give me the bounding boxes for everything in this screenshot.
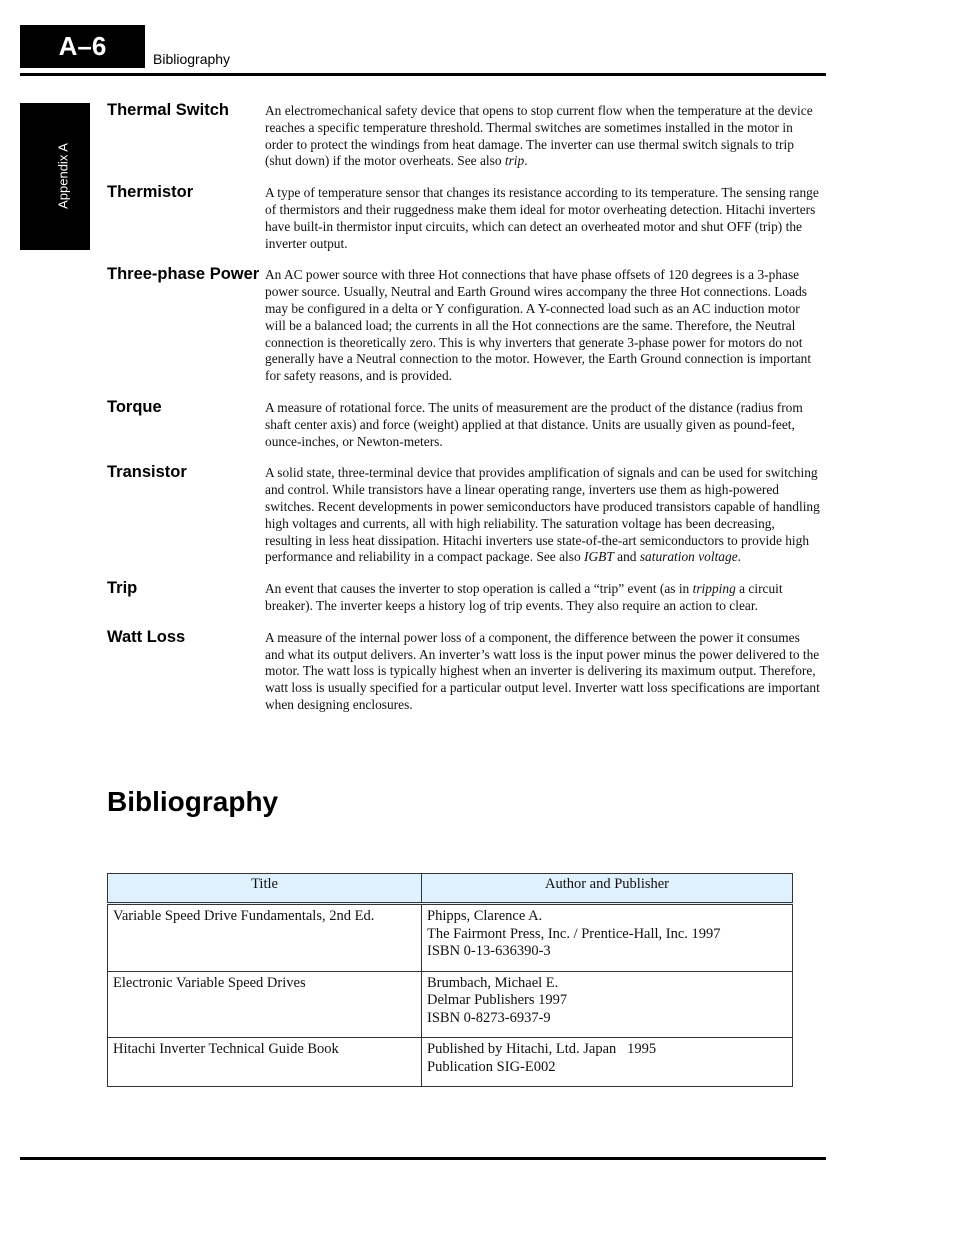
glossary-definition	[265, 398, 822, 450]
definition-italic-text: IGBT	[584, 549, 614, 565]
page-number-tab	[20, 25, 145, 68]
page-number: A–6	[58, 31, 107, 61]
author-publisher-line: The Fairmont Press, Inc. / Prentice-Hall, Inc. 1997	[427, 925, 721, 942]
definition-text: and	[613, 549, 640, 565]
definition-italic-text: saturation voltage	[639, 549, 738, 565]
glossary-entry	[107, 579, 822, 615]
author-publisher-line: ISBN 0-13-636390-3	[427, 943, 551, 959]
definition-text: An electromechanical safety device that opens to stop current flow when the temperature at the device reaches a specific temperature threshold. Thermal switches are sometimes installed in the motor in order to protect the windings from heat damage. The inverter can use thermal switch signals to trip (shut down) if the motor overheats. See also	[265, 103, 813, 169]
bibliography-table-body	[108, 904, 793, 1087]
glossary-entry	[107, 398, 822, 450]
glossary-term: Trip	[107, 579, 138, 598]
column-header-author: Author and Publisher	[422, 874, 793, 904]
book-title-cell: Variable Speed Drive Fundamentals, 2nd Ed.	[108, 904, 422, 972]
glossary-entry	[107, 101, 822, 170]
glossary-entry	[107, 628, 822, 714]
glossary-term: Transistor	[107, 463, 187, 482]
running-header: Bibliography	[153, 51, 231, 67]
glossary-entry	[107, 463, 822, 566]
header-divider	[20, 73, 826, 76]
definition-text: An event that causes the inverter to stop operation is called a “trip” event (as in	[265, 581, 693, 597]
definition-text: .	[737, 549, 741, 565]
glossary-definition	[265, 463, 822, 566]
glossary-term: Watt Loss	[107, 627, 186, 646]
table-row	[108, 971, 793, 1038]
bibliography-heading: Bibliography	[107, 786, 279, 817]
bibliography-table	[107, 873, 793, 1087]
glossary-term: Three-phase Power	[107, 265, 260, 284]
author-publisher-cell	[422, 971, 793, 1038]
glossary-definition	[265, 183, 822, 252]
definition-italic-text: trip	[504, 153, 525, 169]
definition-text: An AC power source with three Hot connections that have phase offsets of 120 degrees is a 3-phase power source. Usually, Neutral and Earth Ground wires accompany the three Hot connections. Loads may be configured in a delta or Y configuration. A Y-connected load such as an AC induction motor will be a balanced load; the currents in all the Hot connections are the same. Therefore, the Neutral connection is theoretically zero. This is why inverters that generate 3-phase power for motors do not generally have a Neutral connection to the motor. However, the Earth Ground connection is important for safety reasons, and is provided.	[265, 267, 812, 384]
glossary-entry	[107, 265, 822, 385]
definition-text: A type of temperature sensor that changes its resistance according to its temperature. The sensing range of thermistors and their ruggedness make them ideal for motor overheating detection. Hitachi inverters have built-in thermistor input circuits, which can detect an overheated motor and shut OFF (trip) the inverter output.	[265, 185, 819, 251]
table-header-row	[108, 874, 793, 904]
glossary-definition	[265, 265, 822, 385]
definition-text: A measure of the internal power loss of a component, the difference between the power it consumes and what its output delivers. An inverter’s watt loss is the input power minus the power delivered to the motor. The watt loss is typically highest when an inverter is delivering its maximum output. Therefore, watt loss is usually specified for a particular output level. Inverter watt loss specifications are important when designing enclosures.	[265, 629, 820, 712]
column-header-title: Title	[108, 874, 422, 904]
definition-text: A solid state, three-terminal device that provides amplification of signals and can be used for switching and control. While transistors have a linear operating range, inverters use them as high-powered switches. Recent developments in power semiconductors have produced transistors capable of handling high voltages and currents, all with high reliability. The saturation voltage has been decreasing, resulting in less heat dissipation. Hitachi inverters use state-of-the-art semiconductors to provide high performance and reliability in a compact package. See also	[265, 465, 820, 565]
book-title-cell: Hitachi Inverter Technical Guide Book	[108, 1038, 422, 1087]
author-publisher-line: Delmar Publishers 1997	[427, 992, 568, 1008]
glossary-definition	[265, 101, 822, 170]
book-title-cell: Electronic Variable Speed Drives	[108, 971, 422, 1038]
footer-divider	[20, 1157, 826, 1160]
appendix-side-tab-label: Appendix A	[55, 143, 71, 209]
author-publisher-cell	[422, 904, 793, 972]
author-publisher-cell	[422, 1038, 793, 1087]
author-publisher-line: Published by Hitachi, Ltd. Japan 1995	[427, 1041, 657, 1057]
definition-text: a circuit breaker). The inverter keeps a history log of trip events. They also require an action to clear.	[265, 581, 783, 613]
glossary-definition	[265, 579, 822, 615]
table-row	[108, 904, 793, 972]
glossary-term: Thermal Switch	[107, 101, 229, 119]
definition-italic-text: tripping	[692, 581, 736, 597]
author-publisher-line: Brumbach, Michael E.	[427, 974, 559, 991]
glossary-term: Thermistor	[107, 183, 194, 202]
definition-text: A measure of rotational force. The units of measurement are the product of the distance (radius from shaft center axis) and force (weight) applied at that distance. Units are usually given as pound-feet, ounce-inches, or Newton-meters.	[265, 399, 803, 449]
glossary-entry	[107, 183, 822, 252]
definition-text: .	[524, 153, 528, 169]
glossary-definition	[265, 628, 822, 714]
glossary-term: Torque	[107, 397, 162, 416]
table-row	[108, 1038, 793, 1087]
author-publisher-line: Phipps, Clarence A.	[427, 908, 543, 924]
glossary-list	[107, 101, 822, 727]
author-publisher-line: ISBN 0-8273-6937-9	[427, 1009, 551, 1026]
author-publisher-line: Publication SIG-E002	[427, 1058, 556, 1075]
